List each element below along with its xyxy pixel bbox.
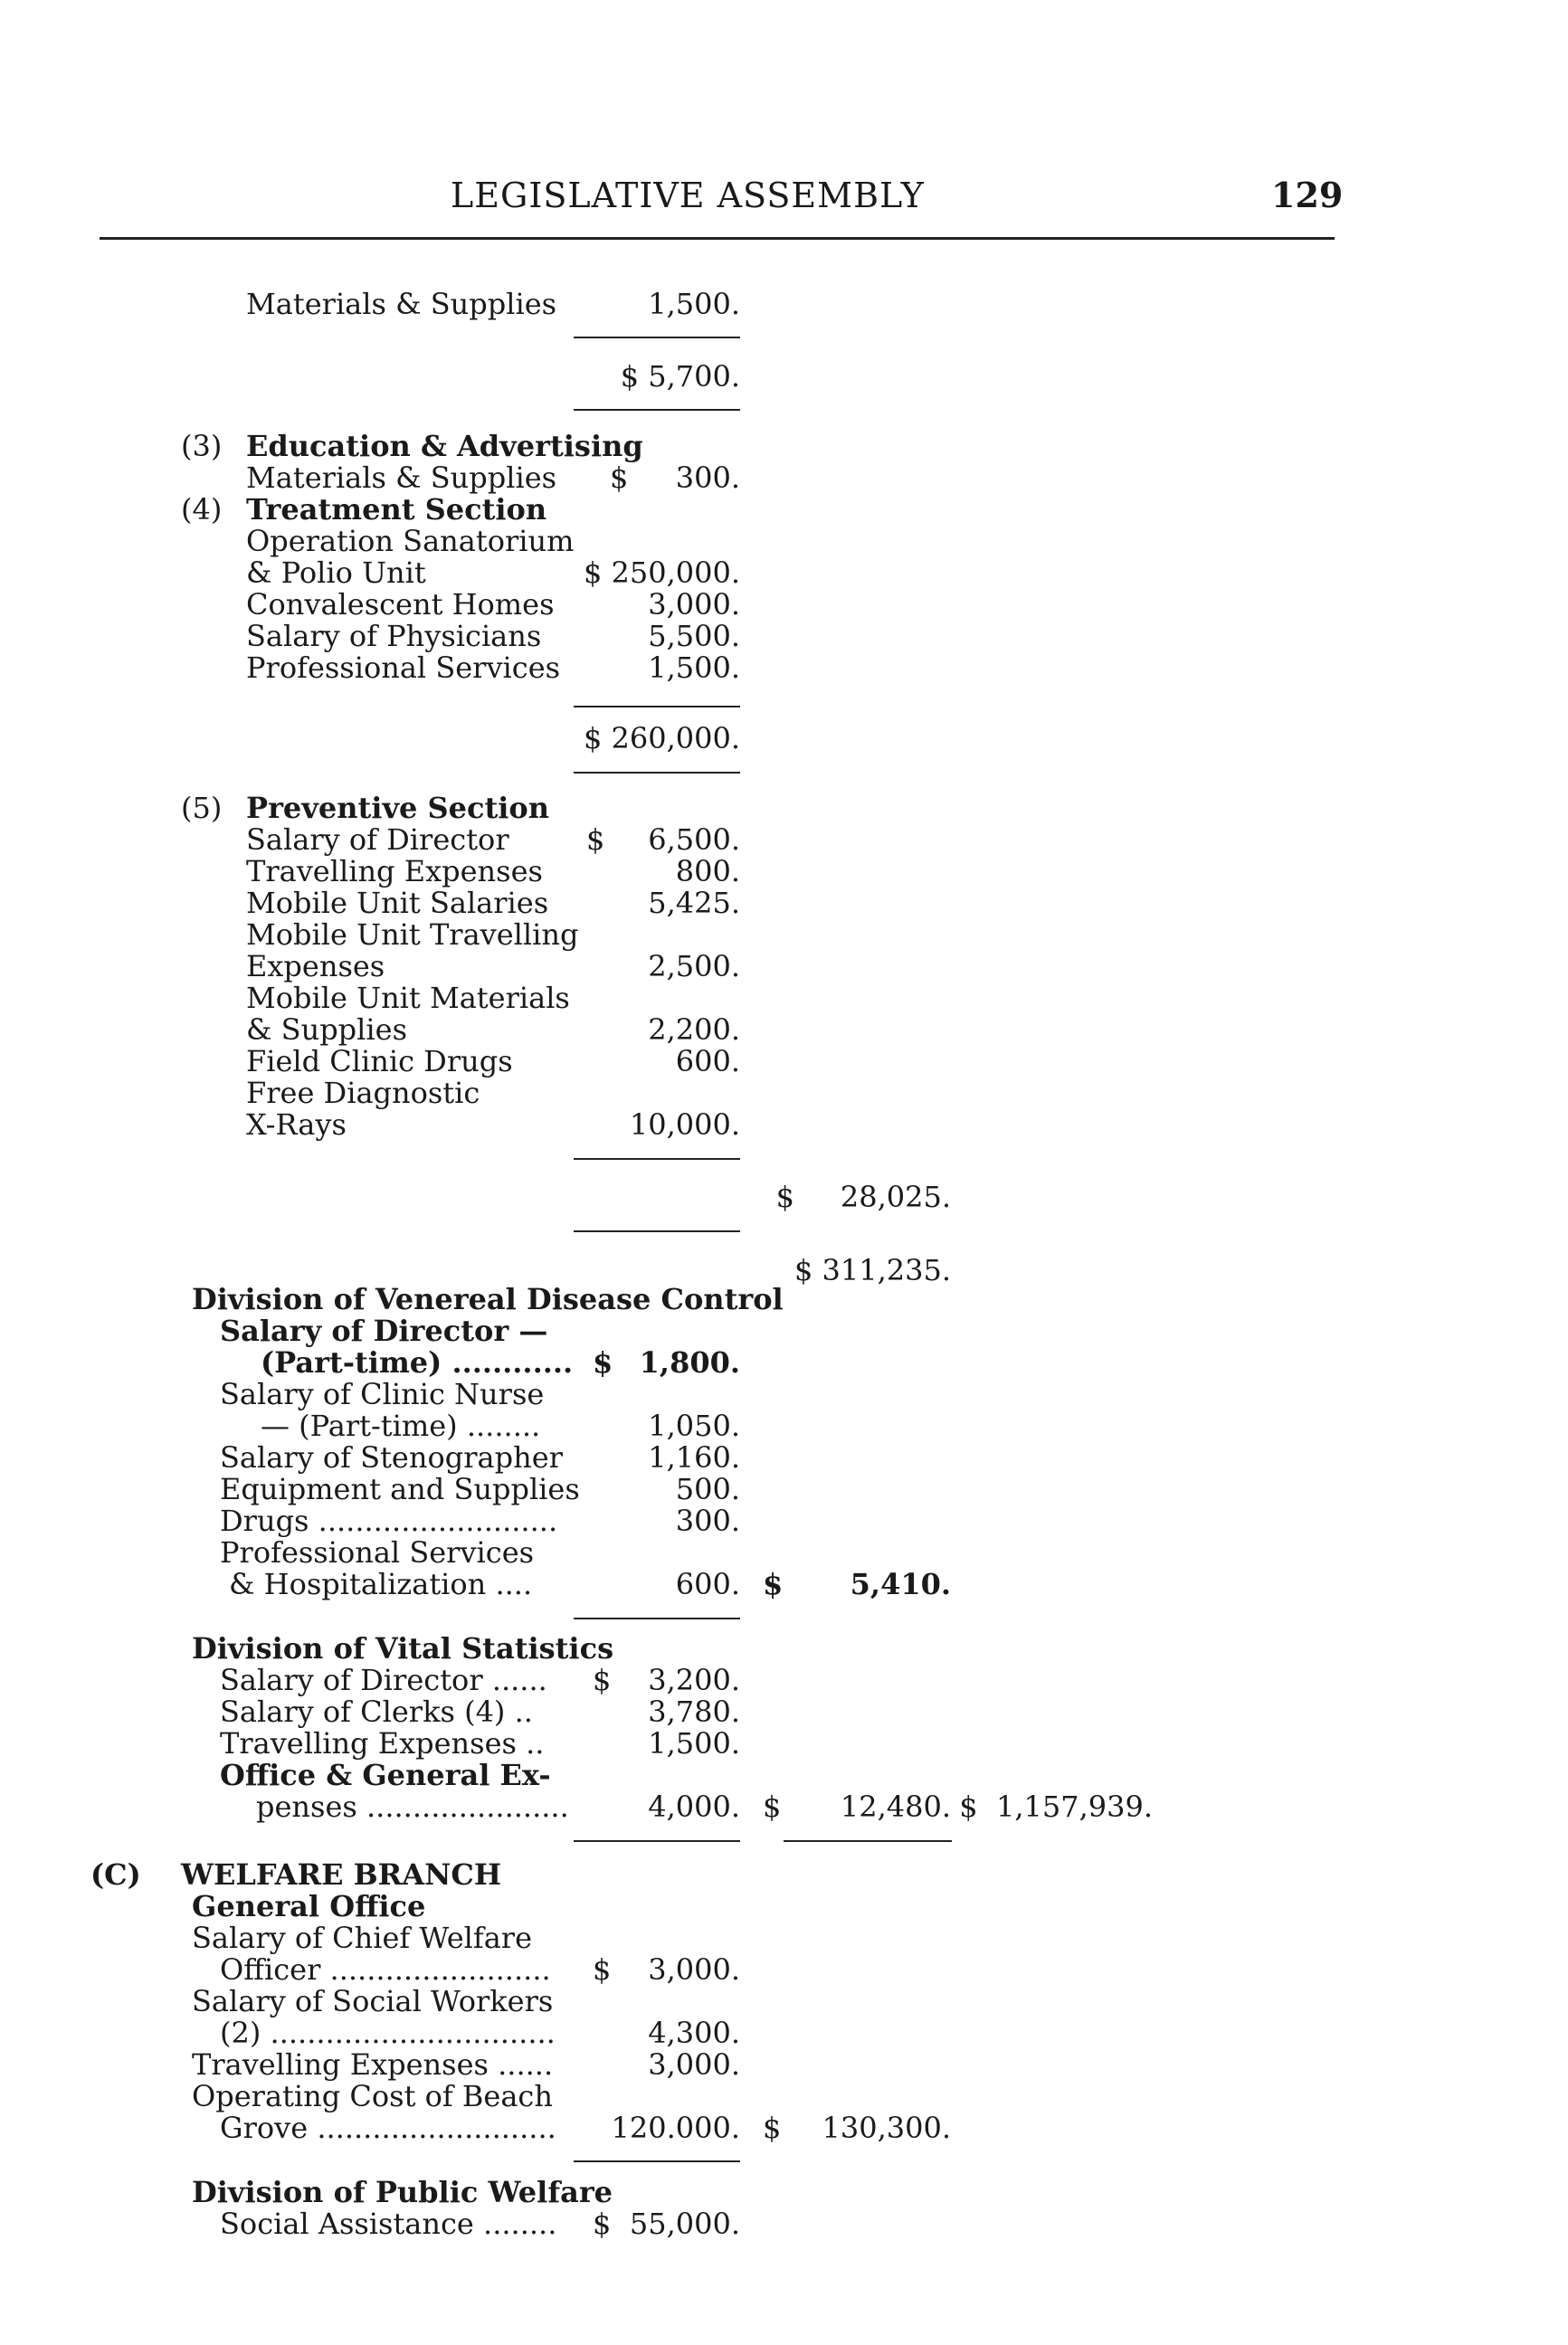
subtotal-rule [574,409,740,411]
line-label: Mobile Unit Salaries [246,886,549,920]
subtotal-rule [574,1840,740,1842]
line-amount: 1,800. [639,1345,740,1380]
line-label: Travelling Expenses [246,854,543,888]
line-label: Salary of Physicians [246,619,542,653]
subtotal-rule [574,1230,740,1232]
line-dollar: $ [593,1663,612,1697]
line-amount: 55,000. [629,2207,740,2241]
line-label: Materials & Supplies [246,460,557,495]
line-amount: 3,000. [648,1952,740,1987]
line-label: Field Clinic Drugs [246,1044,513,1078]
line-label: Salary of Director ...... [220,1663,547,1697]
line-label: Materials & Supplies [246,287,557,321]
line-label: penses ...................... [256,1790,569,1824]
section-total: $ 28,025. [775,1180,951,1214]
line-amount: 2,200. [648,1012,740,1047]
line-label: & Hospitalization .... [229,1567,533,1601]
line-label: Operating Cost of Beach [192,2079,553,2113]
line-amount: 600. [675,1044,740,1078]
line-amount: 5,500. [648,619,740,653]
page-header-title: LEGISLATIVE ASSEMBLY [451,176,925,215]
subtotal-rule [574,337,740,338]
line-dollar: $ [610,460,629,495]
line-dollar: $ [763,2111,782,2145]
branch-total: $ 1,157,939. [959,1790,1153,1824]
line-label: & Polio Unit [246,555,426,590]
line-amount: 4,300. [648,2016,740,2050]
line-label: X-Rays [246,1107,347,1142]
division-total: 5,410. [850,1567,951,1601]
line-label: Free Diagnostic [246,1076,480,1110]
subtotal-rule [574,772,740,774]
line-amount: 120.000. [611,2111,740,2145]
section-number: (3) [181,429,223,463]
division-heading: Division of Public Welfare [192,2175,613,2209]
line-amount: 800. [675,854,740,888]
line-amount: 1,050. [648,1409,740,1443]
line-label: Convalescent Homes [246,587,555,622]
line-amount: 300. [675,460,740,495]
line-label: — (Part-time) ........ [261,1409,541,1443]
section-subtotal: $ 5,700. [620,359,740,394]
line-label: Travelling Expenses .. [220,1726,545,1761]
line-dollar: $ [593,2207,612,2241]
section-heading: Education & Advertising [246,429,643,463]
line-label: Officer ........................ [220,1952,551,1987]
header-rule [100,237,1335,240]
section-number: (5) [181,791,223,825]
division-total: $ 311,235. [794,1253,951,1287]
line-label: Salary of Stenographer [220,1440,563,1475]
line-label: Office & General Ex- [220,1758,551,1792]
section-number: (4) [181,492,223,527]
line-label: Professional Services [246,650,561,685]
line-amount: 2,500. [648,949,740,983]
line-label: Salary of Social Workers [192,1984,554,2018]
line-label: Salary of Director — [220,1314,548,1348]
line-amount: 1,500. [648,650,740,685]
line-amount: 1,160. [648,1440,740,1475]
line-label: Mobile Unit Materials [246,981,570,1015]
subtotal-rule [574,1158,740,1160]
line-label: Social Assistance ........ [220,2207,557,2241]
division-total: 12,480. [840,1790,951,1824]
line-dollar: $ [763,1790,782,1824]
line-amount: 10,000. [629,1107,740,1142]
subtotal-rule [574,706,740,707]
section-heading: Treatment Section [246,492,547,527]
line-amount: 3,000. [648,2047,740,2082]
line-label: Expenses [246,949,385,983]
line-label: Drugs .......................... [220,1504,558,1538]
line-label: Mobile Unit Travelling [246,917,579,952]
line-amount: 5,425. [648,886,740,920]
section-heading: Preventive Section [246,791,550,825]
line-amount: 300. [675,1504,740,1538]
section-subtotal: $ 260,000. [583,721,740,755]
line-label: Professional Services [220,1535,535,1570]
subtotal-rule [574,2160,740,2162]
division-heading: General Office [192,1889,426,1923]
line-amount: 1,500. [648,1726,740,1761]
line-label: & Supplies [246,1012,407,1047]
line-label: (Part-time) ............ [261,1345,574,1380]
line-label: Salary of Director [246,822,509,857]
total-rule [784,1840,952,1842]
line-amount: 4,000. [648,1790,740,1824]
line-amount: $ 250,000. [583,555,740,590]
line-amount: 1,500. [648,287,740,321]
line-label: Equipment and Supplies [220,1472,580,1506]
division-total: 130,300. [822,2111,951,2145]
subtotal-rule [574,1618,740,1619]
line-amount: 3,200. [648,1663,740,1697]
line-dollar: $ [593,1345,613,1380]
section-number: (C) [90,1857,141,1892]
line-label: Salary of Clerks (4) .. [220,1695,533,1729]
line-label: Operation Sanatorium [246,524,575,558]
line-label: (2) ............................... [220,2016,556,2050]
division-heading: Division of Vital Statistics [192,1631,614,1666]
line-amount: 6,500. [648,822,740,857]
line-dollar: $ [593,1952,612,1987]
line-dollar: $ [763,1567,784,1601]
line-amount: 500. [675,1472,740,1506]
line-amount: 3,000. [648,587,740,622]
branch-heading: WELFARE BRANCH [181,1857,502,1892]
line-amount: 3,780. [648,1695,740,1729]
page-number: 129 [1271,175,1344,215]
division-heading: Division of Venereal Disease Control [192,1282,784,1316]
line-label: Travelling Expenses ...... [192,2047,554,2082]
line-amount: 600. [675,1567,740,1601]
line-dollar: $ [586,822,605,857]
line-label: Salary of Clinic Nurse [220,1377,545,1411]
line-label: Salary of Chief Welfare [192,1921,533,1955]
line-label: Grove .......................... [220,2111,556,2145]
